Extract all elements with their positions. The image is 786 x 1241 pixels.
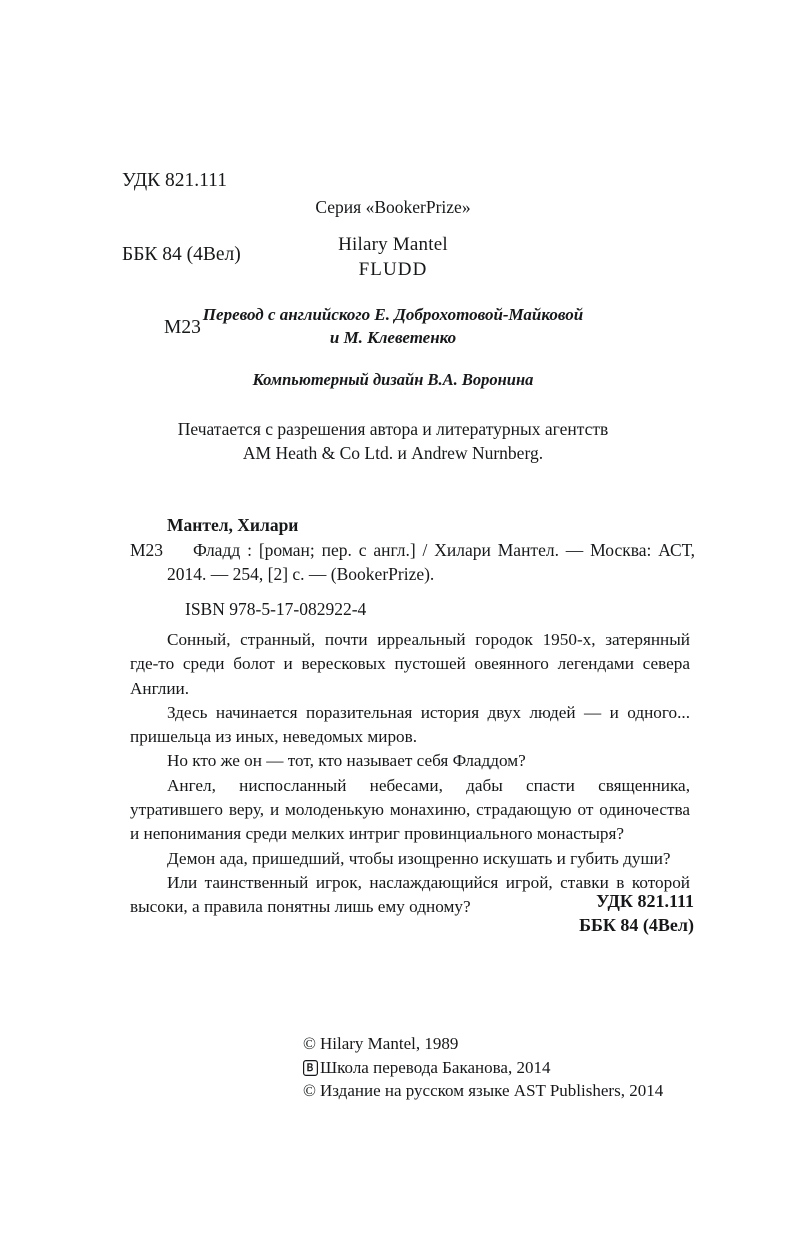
bbk-code-top: ББК 84 (4Вел)	[122, 243, 241, 265]
annotation-paragraph: Демон ада, пришедший, чтобы изощренно искушать и губить души?	[167, 848, 671, 868]
translators-line-1: Перевод с английского Е. Доброхотовой-Майковой	[202, 305, 584, 324]
annotation-paragraph: Но кто же он — тот, кто называет себя Фладдом?	[167, 751, 526, 771]
classification-codes-bottom	[579, 889, 694, 937]
permission-line-2: AM Heath & Co Ltd. и Andrew Nurnberg.	[242, 442, 544, 463]
author-name: Hilary Mantel	[338, 234, 448, 255]
permission-line-1: Печатается с разрешения автора и литературных агентств	[177, 419, 609, 439]
translators-line-2: и М. Клеветенко	[329, 328, 457, 347]
permission-notice	[0, 418, 786, 465]
annotation-paragraph: Ангел, ниспосланный небесами, дабы спасти священника, утратившего веру, и молоденькую монахиню, страдающую от одиночества и непонимания среди мелких интриг провинциального монастыря?	[130, 775, 690, 844]
biblio-entry-text: Фладд : [роман; пер. с англ.] / Хилари Мантел. — Москва: АСТ, 2014. — 254, [2] с. — (BookerPrize).	[167, 539, 695, 584]
bbk-code-bottom: ББК 84 (4Вел)	[579, 915, 694, 935]
copyright-icon: ©	[303, 1081, 316, 1100]
copyright-line-translation-school	[303, 1056, 663, 1080]
bakanov-school-logo-icon	[303, 1060, 318, 1076]
bibliographic-record	[130, 513, 695, 621]
biblio-entry	[130, 538, 695, 587]
copyright-icon: ©	[303, 1034, 316, 1053]
copyright-line-author	[303, 1032, 663, 1056]
series-line: Серия «BookerPrize»	[315, 197, 471, 217]
copyright-publisher-text: Издание на русском языке AST Publishers, 2014	[320, 1081, 664, 1100]
biblio-heading: Мантел, Хилари	[167, 515, 299, 535]
copyright-block	[303, 1032, 663, 1103]
copyright-author-text: Hilary Mantel, 1989	[320, 1034, 459, 1053]
annotation-text	[130, 628, 690, 920]
book-title: FLUDD	[358, 259, 428, 280]
udk-code-bottom: УДК 821.111	[596, 891, 694, 911]
annotation-paragraph: Сонный, странный, почти ирреальный городок 1950-х, затерянный где-то среди болот и вересковых пустошей овеянного легендами севера Англии.	[130, 630, 690, 698]
title-block	[0, 232, 786, 282]
isbn-value: ISBN 978-5-17-082922-4	[185, 598, 367, 619]
copyright-school-text: Школа перевода Баканова, 2014	[320, 1057, 551, 1077]
udk-code-top: УДК 821.111	[122, 170, 227, 191]
biblio-author-mark: М23	[130, 539, 164, 560]
copyright-line-publisher	[303, 1079, 663, 1103]
annotation-paragraph: Здесь начинается поразительная история двух людей — и одного... пришельца из иных, неведомых миров.	[130, 702, 690, 747]
translators-credit	[0, 303, 786, 349]
annotation-paragraph: Или таинственный игрок, наслаждающийся игрой, ставки в которой высоки, а правила понятны лишь ему одному?	[130, 872, 690, 917]
author-mark-top: М23	[164, 317, 201, 338]
designer-credit: Компьютерный дизайн В.А. Воронина	[252, 370, 534, 389]
